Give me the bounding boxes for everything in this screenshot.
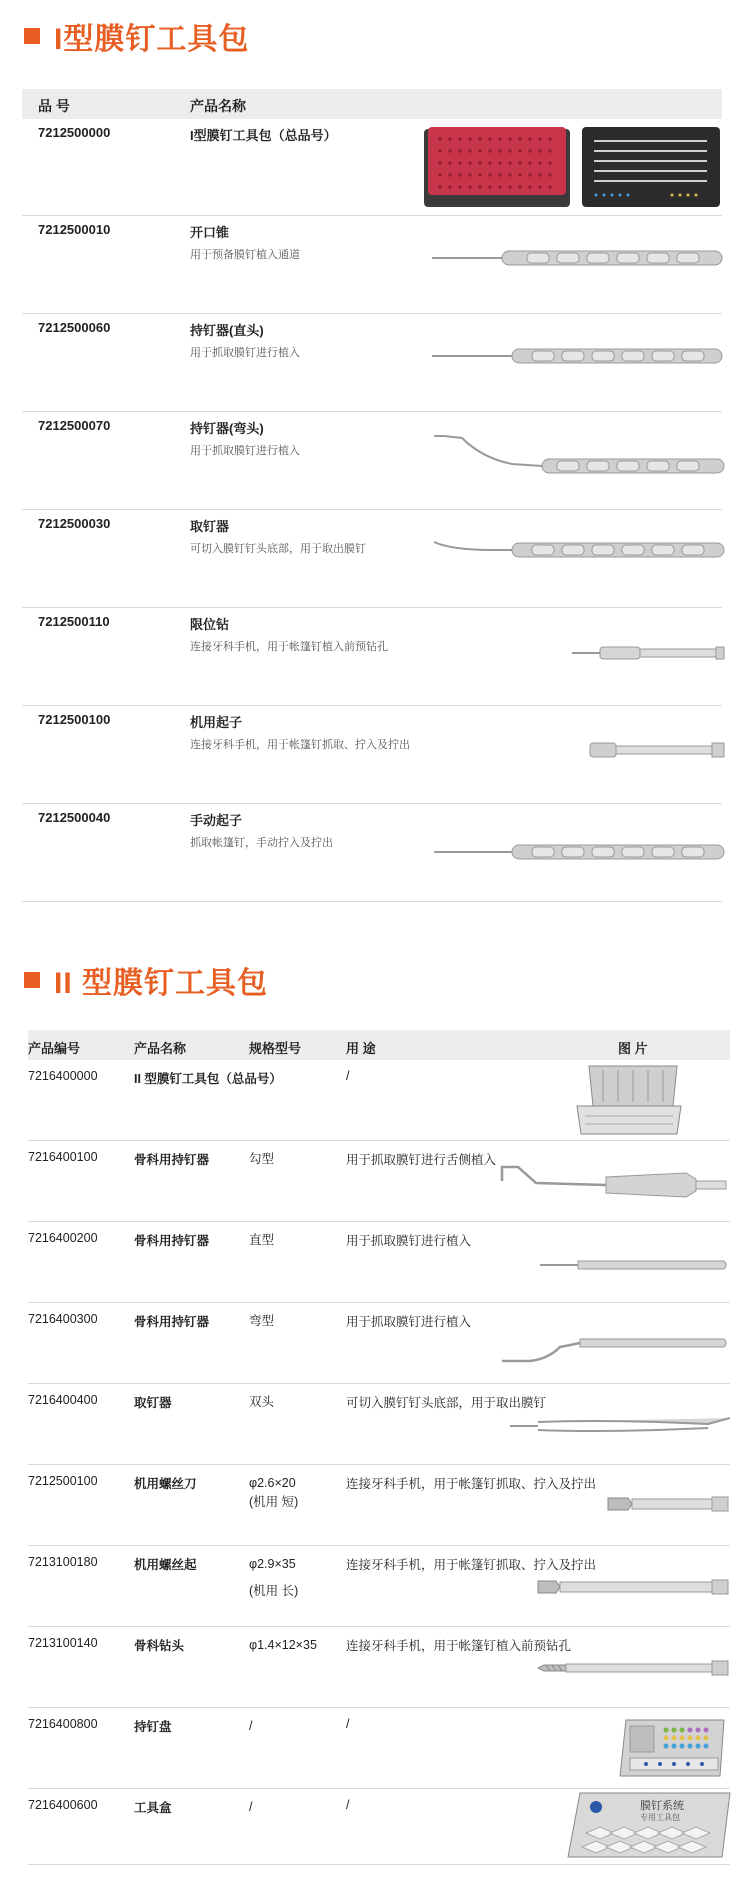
header-spec: 规格型号 bbox=[249, 1041, 302, 1056]
product-name: 机用螺丝起 bbox=[134, 1558, 197, 1572]
header-code: 产品编号 bbox=[28, 1041, 81, 1056]
product-code: 7212500030 bbox=[38, 516, 111, 531]
product-code: 7213100180 bbox=[28, 1555, 98, 1569]
bone-drill-image bbox=[536, 1657, 730, 1679]
manual-driver-image bbox=[432, 840, 726, 864]
product-spec: 直型 bbox=[249, 1233, 275, 1247]
product-name: 机用起子 bbox=[190, 715, 243, 730]
product-desc: 抓取帐篷钉，手动拧入及拧出 bbox=[190, 837, 333, 849]
machine-driver-image bbox=[588, 738, 726, 762]
product-spec: / bbox=[249, 1800, 253, 1814]
product-desc: 用于抓取膜钉进行植入 bbox=[190, 445, 300, 457]
product-name: 骨科用持钉器 bbox=[134, 1315, 210, 1329]
product-code: 7216400600 bbox=[28, 1798, 98, 1812]
table-row bbox=[28, 1303, 730, 1384]
product-name: 工具盒 bbox=[134, 1801, 172, 1815]
header-name: 产品名称 bbox=[190, 98, 246, 114]
product-code: 7212500100 bbox=[28, 1474, 98, 1488]
table-row bbox=[28, 1060, 730, 1141]
table-row bbox=[22, 510, 722, 608]
stop-drill-image bbox=[570, 642, 726, 664]
product-code: 7212500070 bbox=[38, 418, 111, 433]
title-square-icon bbox=[24, 28, 40, 44]
product-code: 7216400400 bbox=[28, 1393, 98, 1407]
product-spec bbox=[249, 1555, 298, 1601]
spec-line: φ2.9×35 bbox=[249, 1557, 296, 1571]
spec-line: (机用 长) bbox=[249, 1584, 299, 1598]
tool-box-sublabel: 专用工具包 bbox=[640, 1813, 680, 1822]
table-row bbox=[28, 1546, 730, 1627]
product-desc: 可切入膜钉钉头底部，用于取出膜钉 bbox=[190, 543, 366, 555]
spec-line: (机用 短) bbox=[249, 1495, 299, 1509]
spec-line: φ2.6×20 bbox=[249, 1476, 296, 1490]
section2-title: II 型膜钉工具包 bbox=[24, 958, 268, 1002]
product-desc: 连接牙科手机，用于帐篷钉抓取、拧入及拧出 bbox=[190, 739, 410, 751]
short-machine-screwdriver-image bbox=[606, 1493, 730, 1515]
product-code: 7216400000 bbox=[28, 1069, 98, 1083]
table-row bbox=[28, 1141, 730, 1222]
product-use: 用于抓取膜钉进行植入 bbox=[346, 1234, 472, 1248]
straight-tack-holder-image bbox=[432, 344, 724, 368]
table-row bbox=[28, 1222, 730, 1303]
product-use: / bbox=[346, 1798, 350, 1812]
product-desc: 用于抓取膜钉进行植入 bbox=[190, 347, 300, 359]
product-code: 7212500010 bbox=[38, 222, 111, 237]
title-square-icon bbox=[24, 972, 40, 988]
tool-box-label: 膜钉系统 bbox=[640, 1800, 684, 1812]
product-use: 连接牙科手机，用于帐篷钉植入前预钻孔 bbox=[346, 1639, 572, 1653]
steel-mesh-tray-image bbox=[573, 1062, 685, 1138]
product-spec: 弯型 bbox=[249, 1314, 275, 1328]
product-name: II 型膜钉工具包（总品号） bbox=[134, 1072, 282, 1086]
product-name: 骨科用持钉器 bbox=[134, 1234, 210, 1248]
table-row bbox=[28, 1384, 730, 1465]
table-row bbox=[22, 706, 722, 804]
product-name: 手动起子 bbox=[190, 813, 243, 828]
product-use: / bbox=[346, 1717, 350, 1731]
header-image: 图 片 bbox=[618, 1041, 648, 1056]
table-row bbox=[22, 412, 722, 510]
product-name: I型膜钉工具包（总品号） bbox=[190, 128, 337, 143]
product-code: 7216400100 bbox=[28, 1150, 98, 1164]
product-name: 骨科用持钉器 bbox=[134, 1153, 210, 1167]
table-row bbox=[22, 804, 722, 902]
straight-holder-image bbox=[538, 1258, 730, 1272]
product-code: 7216400200 bbox=[28, 1231, 98, 1245]
bent-tack-holder-image bbox=[432, 428, 726, 478]
tack-remover-image bbox=[432, 536, 726, 562]
table-row bbox=[28, 1465, 730, 1546]
product-spec: 双头 bbox=[249, 1395, 275, 1409]
table-row bbox=[28, 1627, 730, 1708]
table-row bbox=[22, 314, 722, 412]
red-tool-case-image bbox=[422, 125, 722, 209]
header-code: 品 号 bbox=[38, 98, 70, 114]
product-name: 开口锥 bbox=[190, 225, 230, 240]
product-name: 机用螺丝刀 bbox=[134, 1477, 197, 1491]
double-ended-remover-image bbox=[508, 1416, 732, 1436]
product-name: 取钉器 bbox=[190, 519, 230, 534]
hook-tack-holder-image bbox=[496, 1159, 730, 1203]
product-spec: φ1.4×12×35 bbox=[249, 1638, 317, 1652]
product-use: 用于抓取膜钉进行植入 bbox=[346, 1315, 472, 1329]
product-name: 持钉盘 bbox=[134, 1720, 172, 1734]
product-desc: 用于预备膜钉植入通道 bbox=[190, 249, 300, 261]
table-type2 bbox=[28, 1030, 730, 1865]
table-row bbox=[22, 608, 722, 706]
long-machine-screwdriver-image bbox=[536, 1576, 730, 1598]
product-code: 7212500110 bbox=[38, 614, 110, 629]
tool-box-image bbox=[566, 1791, 732, 1859]
product-code: 7212500060 bbox=[38, 320, 111, 335]
product-code: 7216400300 bbox=[28, 1312, 98, 1326]
product-name: 取钉器 bbox=[134, 1396, 172, 1410]
product-spec bbox=[249, 1474, 298, 1512]
product-code: 7212500000 bbox=[38, 125, 111, 140]
product-code: 7213100140 bbox=[28, 1636, 98, 1650]
table-type1 bbox=[22, 89, 722, 902]
product-name: 持钉器(弯头) bbox=[190, 421, 264, 436]
product-spec: 勾型 bbox=[249, 1152, 275, 1166]
product-desc: 连接牙科手机，用于帐篷钉植入前预钻孔 bbox=[190, 641, 388, 653]
product-use: / bbox=[346, 1069, 350, 1083]
table-row bbox=[22, 119, 722, 216]
header-name: 产品名称 bbox=[134, 1041, 187, 1056]
table-row bbox=[22, 216, 722, 314]
product-code: 7212500100 bbox=[38, 712, 111, 727]
awl-instrument-image bbox=[432, 246, 724, 270]
table-header bbox=[22, 89, 722, 119]
product-use: 连接牙科手机，用于帐篷钉抓取、拧入及拧出 bbox=[346, 1477, 597, 1491]
product-name: 持钉器(直头) bbox=[190, 323, 264, 338]
table-row bbox=[28, 1789, 730, 1865]
section1-title: I型膜钉工具包 bbox=[24, 14, 249, 58]
table-row bbox=[28, 1708, 730, 1789]
product-name: 骨科钻头 bbox=[134, 1639, 185, 1653]
product-spec: / bbox=[249, 1719, 253, 1733]
table-header bbox=[28, 1030, 730, 1060]
header-use: 用 途 bbox=[346, 1041, 376, 1056]
product-name: 限位钻 bbox=[190, 617, 230, 632]
product-use: 可切入膜钉钉头底部，用于取出膜钉 bbox=[346, 1396, 547, 1410]
product-code: 7216400800 bbox=[28, 1717, 98, 1731]
product-code: 7212500040 bbox=[38, 810, 111, 825]
bent-holder-image bbox=[500, 1323, 730, 1369]
product-use: 连接牙科手机，用于帐篷钉抓取、拧入及拧出 bbox=[346, 1558, 597, 1572]
product-use: 用于抓取膜钉进行舌侧植入 bbox=[346, 1153, 497, 1167]
tack-tray-image bbox=[616, 1716, 728, 1780]
